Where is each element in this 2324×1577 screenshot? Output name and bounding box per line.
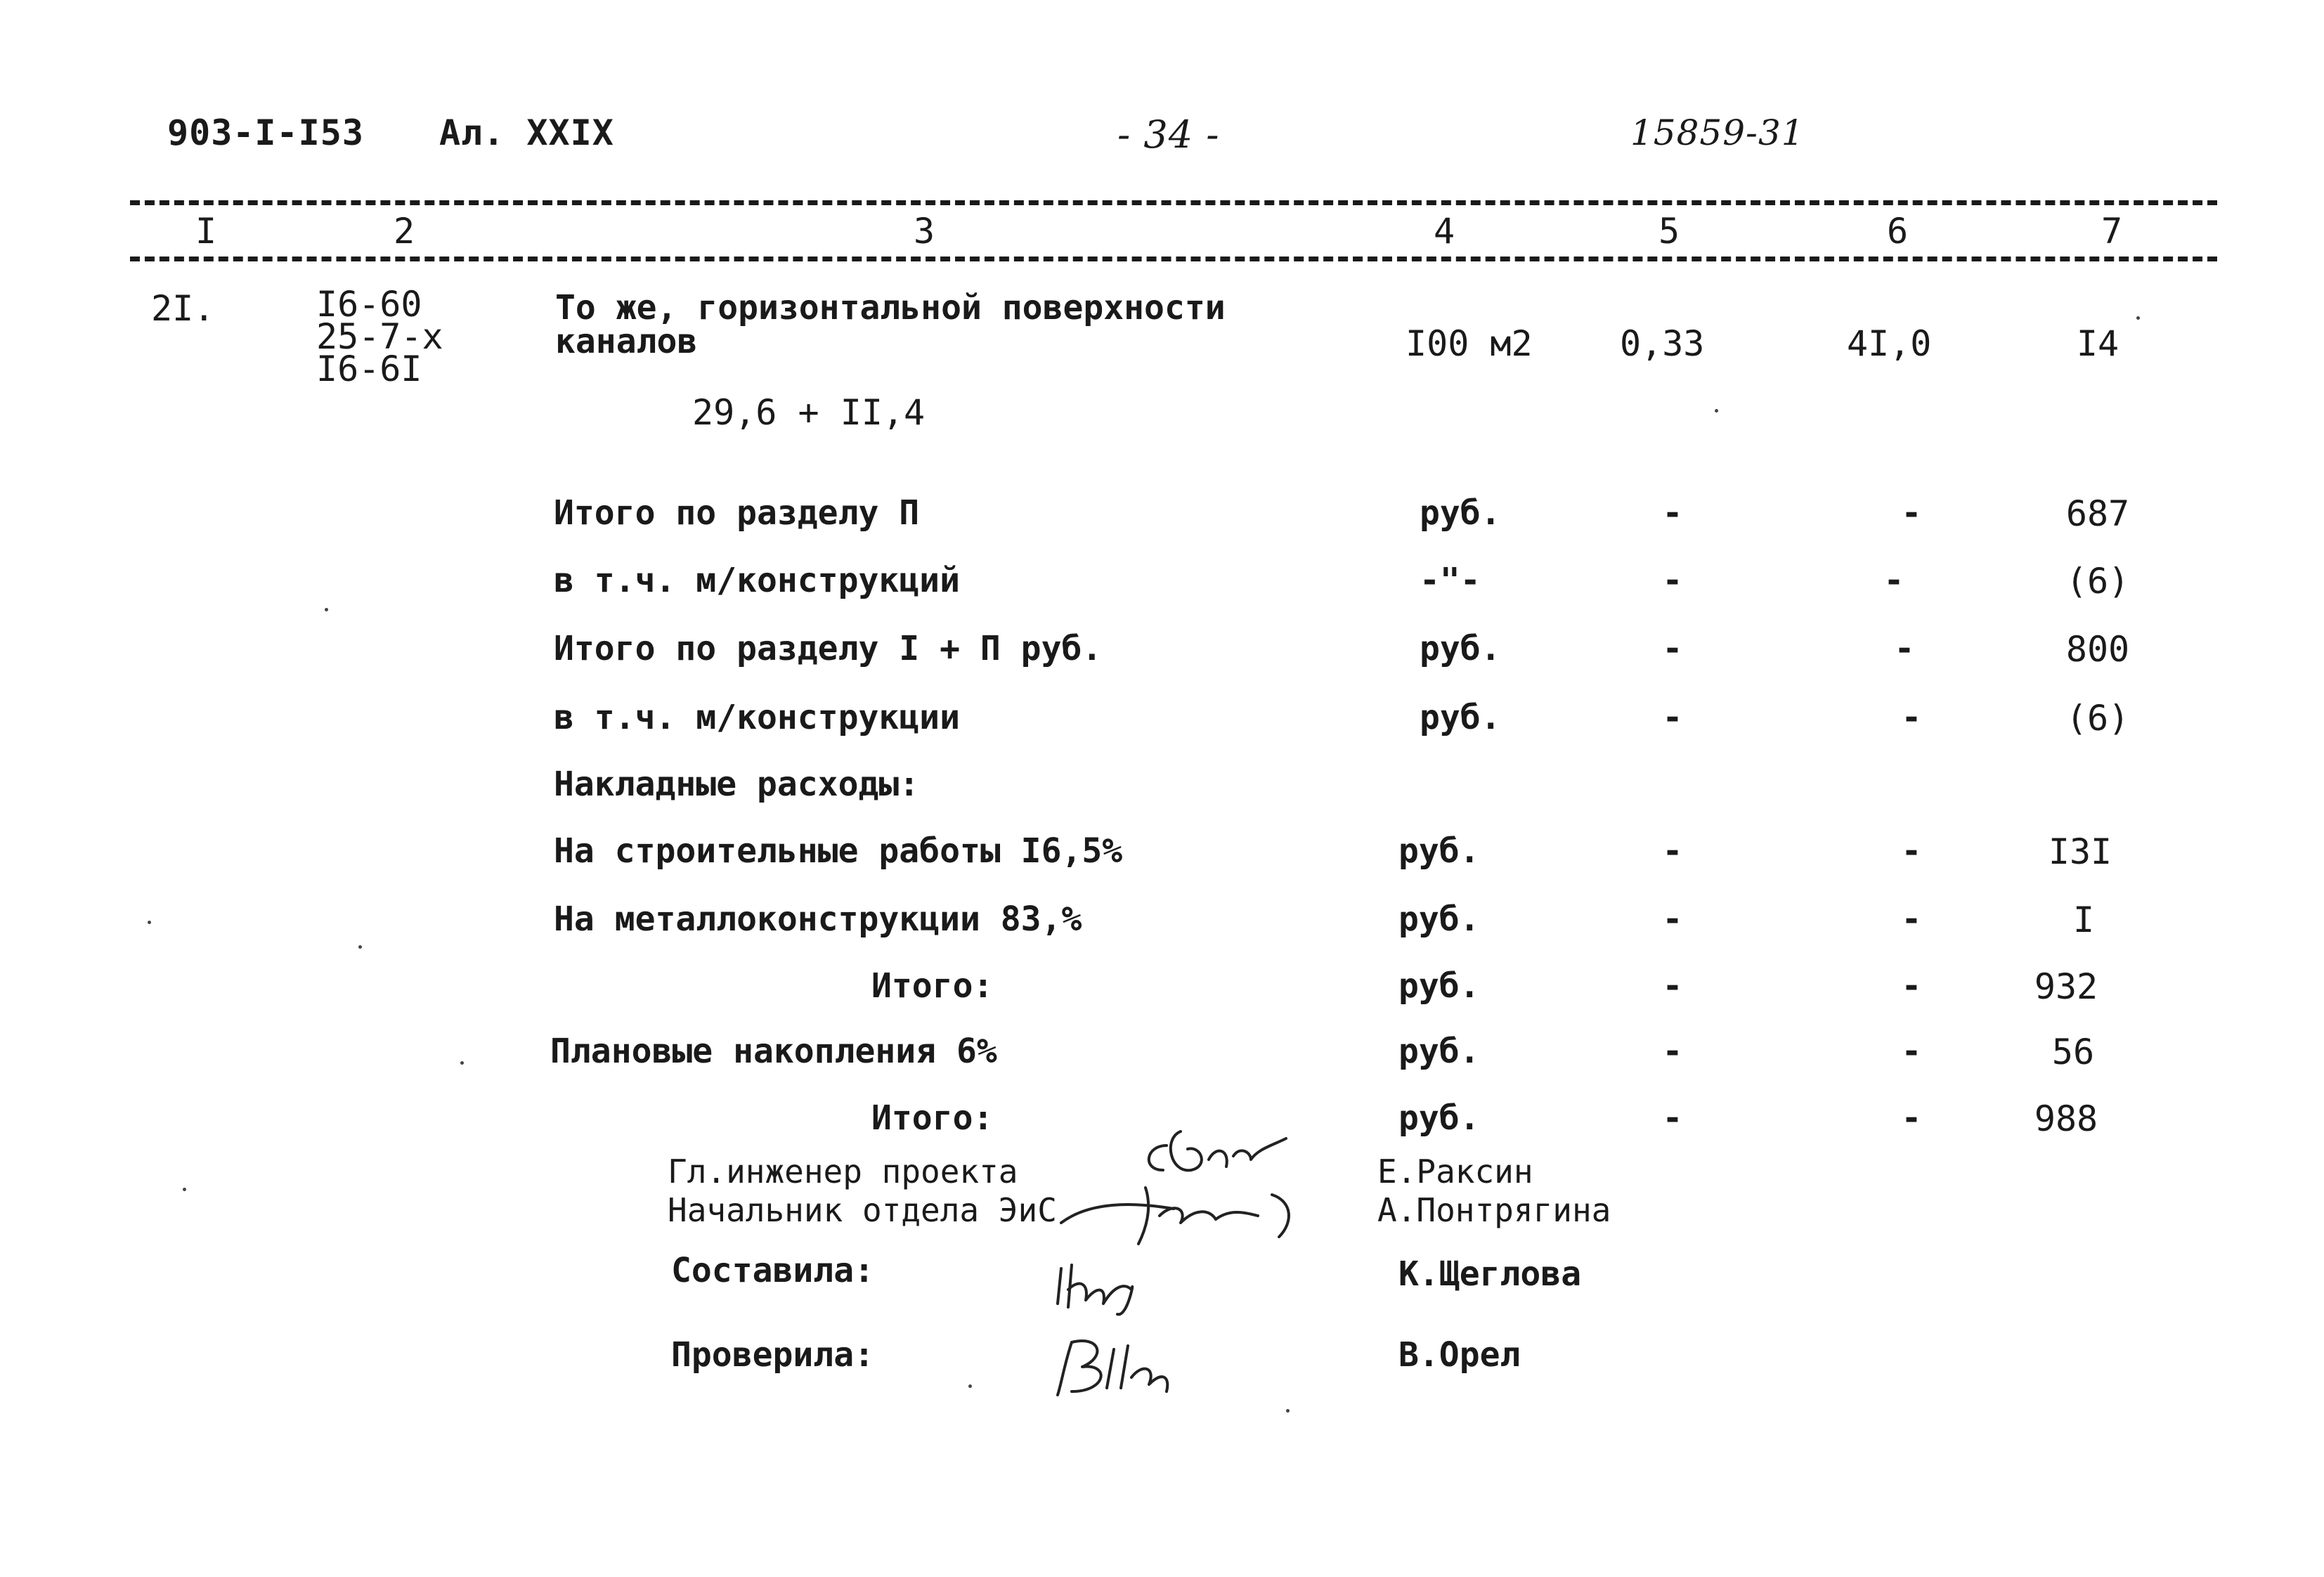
row-unit: руб. [1398,1098,1480,1138]
checked-signature [1051,1321,1261,1406]
row-qty: - [1662,1098,1683,1138]
checked-name: В.Орел [1398,1335,1521,1375]
row-qty: - [1662,1032,1683,1071]
row-unit: руб. [1398,1032,1480,1071]
item-code: I6-60 [316,284,422,325]
item-description: То же, горизонтальной поверхности [555,288,1226,327]
row-price: - [1894,629,1915,668]
row-price: - [1901,1032,1922,1071]
chief-engineer-label: Гл.инженер проекта [668,1153,1018,1190]
row-unit: руб. [1420,698,1501,737]
column-number-2: 2 [394,211,415,252]
row-price: - [1901,493,1922,533]
row-label: в т.ч. м/конструкций [554,561,960,600]
item-quantity: 0,33 [1620,323,1705,364]
scan-speck [358,945,362,949]
compiled-name: К.Щеглова [1398,1254,1582,1294]
row-total: 687 [2065,493,2130,534]
item-unit: I00 м2 [1406,323,1533,364]
item-number: 2I. [151,288,215,329]
row-label: Накладные расходы: [554,765,920,804]
checked-label: Проверила: [671,1335,874,1375]
scan-speck [1286,1409,1290,1413]
column-number-6: 6 [1887,211,1909,252]
row-unit: руб. [1398,831,1480,871]
row-qty: - [1662,698,1683,737]
row-unit: руб. [1398,966,1480,1006]
row-qty: - [1662,629,1683,668]
row-label: На металлоконструкции 83,% [554,900,1082,939]
column-number-4: 4 [1434,211,1455,252]
row-total: 56 [2051,1032,2095,1072]
scan-speck [460,1061,464,1065]
scan-speck [183,1188,186,1191]
item-codes [316,284,443,389]
compiled-label: Составила: [671,1251,874,1290]
row-total: 988 [2034,1098,2098,1139]
item-total: I4 [2076,323,2119,364]
column-number-7: 7 [2101,211,2123,252]
row-total: (6) [2065,698,2130,739]
row-label: Итого: [871,966,994,1006]
row-price: - [1901,698,1922,737]
page-number: - 34 - [1117,112,1220,157]
dept-head-label: Начальник отдела ЭиС [668,1191,1057,1229]
row-total: I3I [2048,831,2112,872]
row-price: - [1901,966,1922,1006]
row-label: Итого: [871,1098,994,1138]
scan-speck [1715,409,1718,413]
row-price: - [1901,1098,1922,1138]
column-number-3: 3 [914,211,935,252]
row-label: Итого по разделу П [554,493,920,533]
row-label: На строительные работы I6,5% [554,831,1123,871]
scan-speck [968,1384,972,1388]
row-qty: - [1662,966,1683,1006]
row-price: - [1901,831,1922,871]
row-qty: - [1662,561,1683,600]
row-total: 932 [2034,966,2098,1007]
inventory-number: 15859-31 [1630,112,1805,153]
row-price: - [1883,561,1904,600]
row-total: 800 [2065,629,2130,670]
row-total: I [2072,900,2095,940]
item-code: I6-6I [316,349,422,389]
row-unit: руб. [1420,493,1501,533]
column-number-1: I [195,211,217,252]
scan-speck [325,608,328,611]
row-qty: - [1662,493,1683,533]
dept-head-name: А.Понтрягина [1377,1191,1611,1229]
item-description-cont: каналов [555,322,698,361]
row-unit: -"- [1420,561,1481,600]
album-label: Ал. XXIX [439,112,614,153]
row-total: (6) [2065,561,2130,602]
row-unit: руб. [1398,900,1480,939]
column-number-5: 5 [1658,211,1680,252]
row-label: Итого по разделу I + П руб. [554,629,1103,668]
item-formula: 29,6 + II,4 [692,392,926,433]
item-code: 25-7-х [316,316,443,357]
item-price: 4I,0 [1847,323,1932,364]
header-rule-bottom [130,257,2217,261]
scan-speck [2136,316,2140,320]
row-label: в т.ч. м/конструкции [554,698,960,737]
doc-code: 903-I-I53 [167,112,364,153]
chief-engineer-name: Е.Раксин [1377,1153,1533,1190]
row-price: - [1901,900,1922,939]
row-label: Плановые накопления 6% [550,1032,997,1071]
scan-speck [148,921,151,924]
compiled-signature [1047,1247,1258,1325]
row-unit: руб. [1420,629,1501,668]
row-qty: - [1662,831,1683,871]
header-rule-top [130,200,2217,205]
row-qty: - [1662,900,1683,939]
